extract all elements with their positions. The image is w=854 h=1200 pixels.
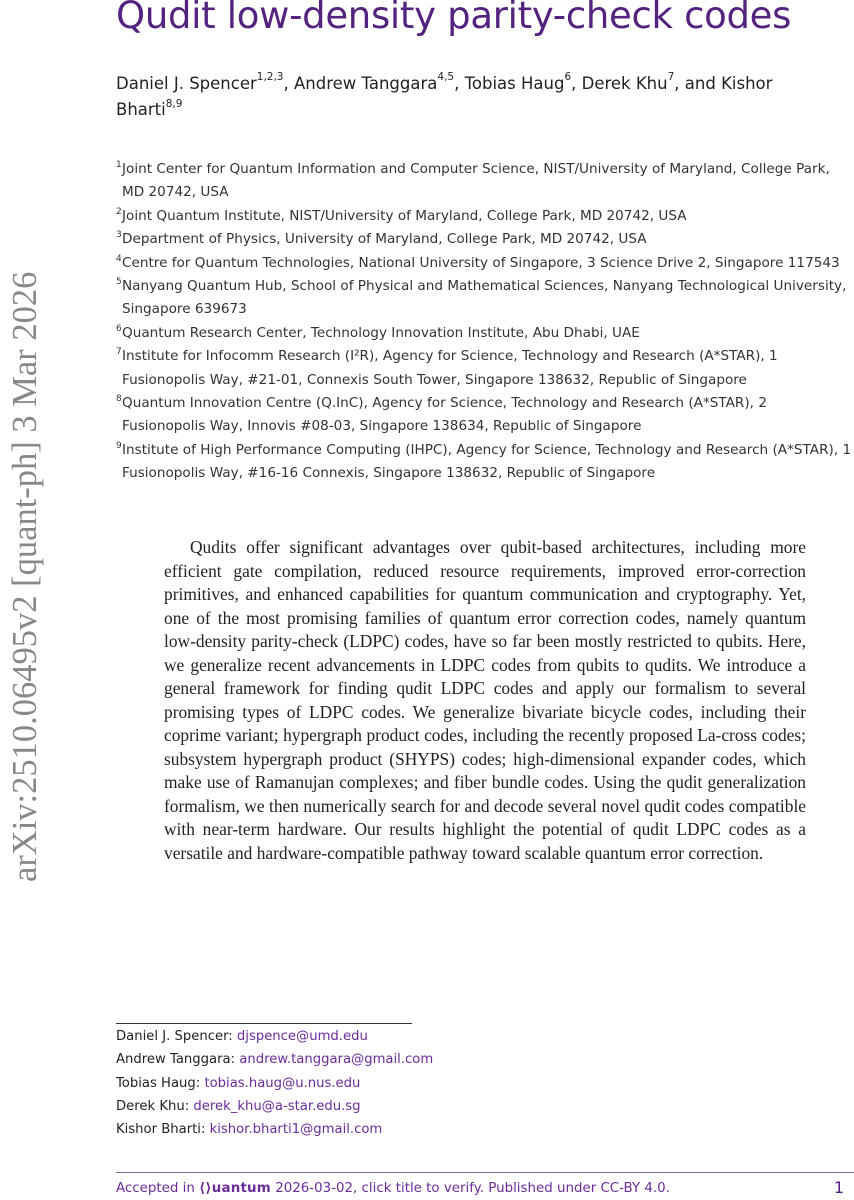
- footnote: Kishor Bharti: kishor.bharti1@gmail.com: [116, 1122, 383, 1138]
- email-link[interactable]: andrew.tanggara@gmail.com: [239, 1052, 434, 1068]
- affiliation: 7 Institute for Infocomm Research (I²R), Agency for Science, Technology and Research (A*STAR), 1 Fusionopolis Way, #21-01, Connexis South Tower, Singapore 138632, Republic of Singapore: [116, 347, 778, 388]
- affiliation-list: [116, 158, 854, 486]
- author: Tobias Haug$^6$,: [464, 71, 582, 93]
- author: Kishor Bharti$^{8,9}$: [116, 73, 773, 119]
- footnote: Derek Khu: derek_khu@a-star.edu.sg: [116, 1098, 361, 1114]
- abstract: Qudits offer significant advantages over qubit-based architectures, including more efficient gate compilation, reduced resource requirements, improved error-correction primitives, and enhanced capabilities for quantum communication and cryptography. Yet, one of the most promising families of quantum error correction codes, namely quantum low-density parity-check (LDPC) codes, have so far been mostly restricted to qubits. Here, we generalize recent advancements in LDPC codes from qubits to qudits. We introduce a general framework for finding qudit LDPC codes and apply our formalism to several promising types of LDPC codes. We generalize bivariate bicycle codes, including their coprime variant; hypergraph product codes, including the recently proposed La-cross codes; subsystem hypergraph product (SHYPS) codes; high-dimensional expander codes, which make use of Ramanujan complexes; and fiber bundle codes. Using the qudit generalization formalism, we then numerically search for and decode several novel qudit codes compatible with near-term hardware. Our results highlight the potential of qudit LDPC codes as a versatile and hardware-compatible pathway toward scalable quantum error correction.: [164, 537, 806, 863]
- author-list: [116, 68, 776, 121]
- page-number: 1: [833, 1178, 844, 1197]
- affiliation: 6 Quantum Research Center, Technology Innovation Institute, Abu Dhabi, UAE: [116, 323, 640, 341]
- email-link[interactable]: derek_khu@a-star.edu.sg: [193, 1098, 361, 1114]
- author: Daniel J. Spencer$^{1,2,3}$,: [116, 71, 294, 93]
- affiliation: 2 Joint Quantum Institute, NIST/University of Maryland, College Park, MD 20742, USA: [116, 206, 687, 224]
- footnote: Daniel J. Spencer: djspence@umd.edu: [116, 1029, 368, 1044]
- footnote: Andrew Tanggara: andrew.tanggara@gmail.com: [116, 1052, 434, 1068]
- affiliation: 9 Institute of High Performance Computing (IHPC), Agency for Science, Technology and Research (A*STAR), 1 Fusionopolis Way, #16-16 Connexis, Singapore 138632, Republic of Singapore: [116, 440, 852, 482]
- footnote-list: [116, 1025, 433, 1141]
- affiliation: 5 Nanyang Quantum Hub, School of Physical and Mathematical Sciences, Nanyang Technological University, Singapore 639673: [116, 277, 847, 318]
- affiliation: 4 Centre for Quantum Technologies, National University of Singapore, 3 Science Drive 2, Singapore 117543: [116, 253, 840, 271]
- arxiv-stamp: arXiv:2510.06495v2 [quant-ph] 3 Mar 2026: [6, 271, 44, 882]
- affiliation: 3 Department of Physics, University of Maryland, College Park, MD 20742, USA: [116, 230, 647, 248]
- footer-citation[interactable]: Accepted in ⟨⟩uantum 2026-03-02, click title to verify. Published under CC-BY 4.0.: [116, 1181, 670, 1196]
- author: Derek Khu$^7$, and: [581, 71, 722, 93]
- email-link[interactable]: kishor.bharti1@gmail.com: [209, 1122, 383, 1138]
- quantum-journal-logo: ⟨⟩uantum: [199, 1181, 271, 1196]
- footer-divider: [116, 1172, 854, 1173]
- email-link[interactable]: tobias.haug@u.nus.edu: [204, 1075, 361, 1091]
- affiliation: 1 Joint Center for Quantum Information and Computer Science, NIST/University of Maryland, College Park, MD 20742, USA: [116, 160, 830, 201]
- paper-title[interactable]: Qudit low-density parity-check codes: [116, 0, 792, 37]
- footnote-divider: [116, 1023, 412, 1024]
- affiliation: 8 Quantum Innovation Centre (Q.InC), Agency for Science, Technology and Research (A*STAR), 2 Fusionopolis Way, Innovis #08-03, Singapore 138634, Republic of Singapore: [116, 394, 767, 435]
- author: Andrew Tanggara$^{4,5}$,: [293, 71, 465, 93]
- footnote: Tobias Haug: tobias.haug@u.nus.edu: [116, 1075, 361, 1091]
- email-link[interactable]: djspence@umd.edu: [236, 1029, 368, 1044]
